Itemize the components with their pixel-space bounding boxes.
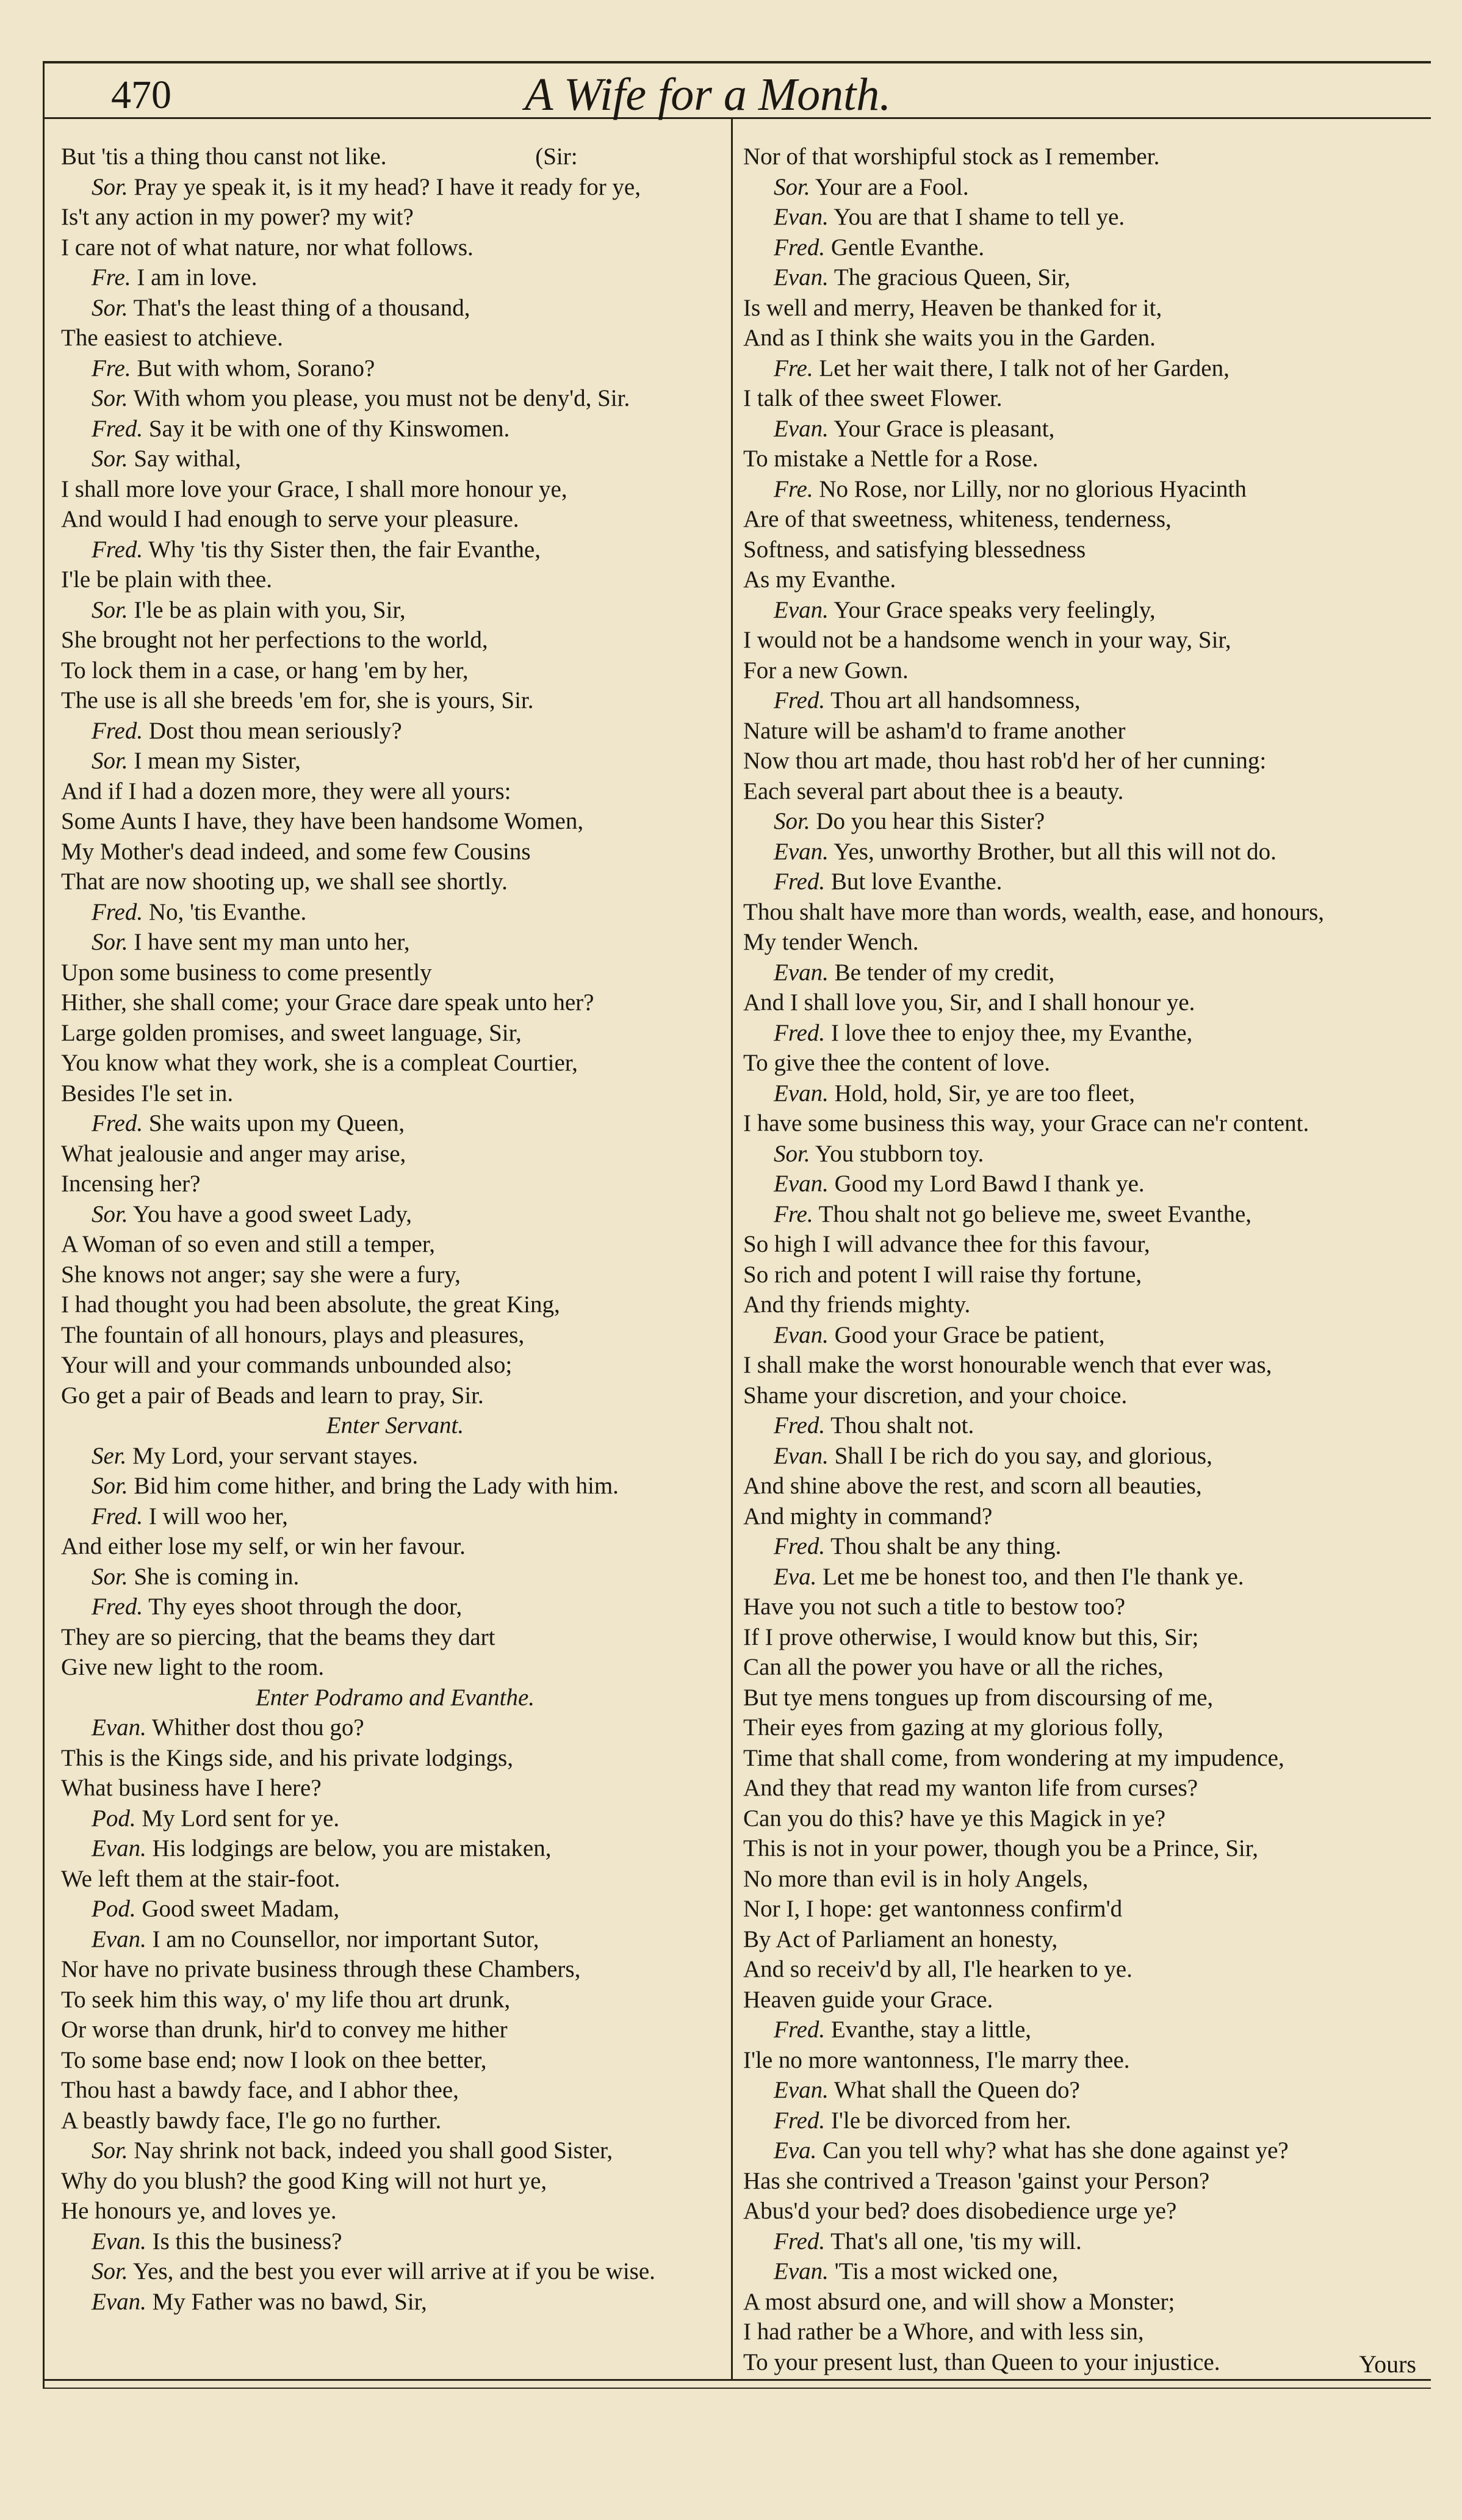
verse-line: Or worse than drunk, hir'd to convey me hither [61, 2016, 508, 2043]
speech-text: The gracious Queen, Sir, [828, 264, 1071, 291]
speech-line [743, 1139, 1430, 1169]
speaker-name: Evan. [774, 264, 829, 291]
speech-line [743, 1018, 1430, 1049]
verse-line: And I shall love you, Sir, and I shall honour ye. [743, 989, 1195, 1016]
verse-line: As my Evanthe. [743, 566, 896, 593]
verse-line: You know what they work, she is a compleat Courtier, [61, 1050, 578, 1076]
speech-line [743, 1199, 1430, 1230]
verse-line: Is well and merry, Heaven be thanked for it, [743, 294, 1162, 321]
speaker-name: Eva. [774, 1563, 817, 1590]
speech-line [743, 595, 1430, 626]
speaker-name: Sor. [92, 2258, 128, 2284]
speech-text: Do you hear this Sister? [810, 808, 1045, 834]
stage-direction: Enter Servant. [326, 1412, 464, 1439]
speech-line [61, 2226, 729, 2257]
verse-line: And thy friends mighty. [743, 1291, 971, 1318]
speech-line [61, 595, 729, 626]
verse-line: And mighty in command? [743, 1503, 993, 1529]
verse-line: A Woman of so even and still a temper, [61, 1231, 436, 1257]
speech-text: I love thee to enjoy thee, my Evanthe, [825, 1019, 1193, 1046]
bottom-border-rule [43, 2379, 1431, 2381]
speaker-name: Fred. [774, 1533, 826, 1559]
speech-line [61, 2136, 729, 2166]
speech-text: Nay shrink not back, indeed you shall good Sister, [128, 2137, 613, 2164]
top-border-rule [43, 61, 1431, 63]
speech-line [743, 2136, 1430, 2166]
verse-line: Each several part about thee is a beauty. [743, 778, 1124, 804]
verse-line: Softness, and satisfying blessedness [743, 536, 1086, 563]
speaker-name: Fred. [774, 1019, 826, 1046]
verse-line: He honours ye, and loves ye. [61, 2198, 337, 2224]
verse-line: If I prove otherwise, I would know but this, Sir; [743, 1623, 1199, 1650]
speech-text: She is coming in. [128, 1563, 300, 1590]
speech-text: Good your Grace be patient, [828, 1321, 1105, 1348]
speaker-name: Fred. [774, 2016, 826, 2043]
speaker-name: Sor. [92, 1473, 128, 1499]
speaker-name: Fre. [774, 475, 813, 502]
speech-line [743, 1078, 1430, 1109]
speech-line [61, 1199, 729, 1230]
speaker-name: Pod. [92, 1896, 136, 1922]
speech-line [61, 1894, 729, 1924]
speaker-name: Evan. [92, 2228, 146, 2255]
verse-line: So high I will advance thee for this favour, [743, 1231, 1150, 1257]
verse-line: Is't any action in my power? my wit? [61, 204, 414, 230]
speaker-name: Evan. [92, 1926, 146, 1952]
speech-text: Your Grace speaks very feelingly, [828, 596, 1156, 623]
verse-line: Give new light to the room. [61, 1654, 325, 1680]
speech-text: I mean my Sister, [128, 748, 301, 774]
verse-line: And shine above the rest, and scorn all beauties, [743, 1473, 1202, 1499]
speaker-name: Eva. [774, 2137, 817, 2164]
speech-text: Your are a Fool. [810, 173, 969, 200]
speech-text: Thy eyes shoot through the door, [143, 1594, 463, 1620]
verse-line: So rich and potent I will raise thy fortune, [743, 1261, 1142, 1288]
verse-line: Now thou art made, thou hast rob'd her of her cunning: [743, 748, 1267, 774]
speech-text: Shall I be rich do you say, and glorious, [828, 1442, 1212, 1469]
speaker-name: Evan. [774, 2258, 829, 2284]
verse-line: I had thought you had been absolute, the great King, [61, 1291, 560, 1318]
speaker-name: Evan. [774, 1442, 829, 1469]
speech-line [743, 2106, 1430, 2136]
verse-line: Incensing her? [61, 1171, 201, 1197]
verse-line: Large golden promises, and sweet language, Sir, [61, 1019, 522, 1046]
verse-line: I'le be plain with thee. [61, 566, 272, 593]
verse-line: But 'tis a thing thou canst not like. (Sir: [61, 143, 578, 170]
speaker-name: Pod. [92, 1805, 136, 1832]
speech-text: My Lord, your servant stayes. [126, 1442, 419, 1469]
verse-line: Upon some business to come presently [61, 959, 432, 986]
speaker-name: Fred. [774, 234, 826, 261]
speaker-name: Evan. [774, 204, 829, 230]
verse-line: I shall make the worst honourable wench that ever was, [743, 1352, 1272, 1378]
verse-line: And either lose my self, or win her favour. [61, 1533, 466, 1559]
speech-line [743, 474, 1430, 505]
verse-line: A beastly bawdy face, I'le go no further. [61, 2107, 442, 2134]
speaker-name: Sor. [92, 294, 128, 321]
speech-text: Why 'tis thy Sister then, the fair Evanthe, [143, 536, 541, 563]
speaker-name: Sor. [774, 173, 810, 200]
verse-line: Your will and your commands unbounded also; [61, 1352, 513, 1378]
speech-line [743, 1562, 1430, 1592]
verse-line: Their eyes from gazing at my glorious folly, [743, 1714, 1164, 1741]
speech-text: I will woo her, [143, 1503, 288, 1529]
speech-line [743, 958, 1430, 988]
speech-text: Yes, unworthy Brother, but all this will not do. [828, 838, 1277, 865]
speech-line [61, 1108, 729, 1139]
speaker-name: Fred. [92, 717, 143, 744]
speech-line [743, 2015, 1430, 2045]
verse-line: And they that read my wanton life from curses? [743, 1775, 1198, 1801]
speech-text: Gentle Evanthe. [825, 234, 985, 261]
speech-text: 'Tis a most wicked one, [828, 2258, 1058, 2284]
verse-line: I care not of what nature, nor what follows. [61, 234, 474, 261]
speech-text: Pray ye speak it, is it my head? I have it ready for ye, [128, 173, 641, 200]
speaker-name: Evan. [774, 596, 829, 623]
speech-line [61, 2256, 729, 2287]
verse-line: We left them at the stair-foot. [61, 1865, 340, 1892]
verse-line: Time that shall come, from wondering at my impudence, [743, 1744, 1284, 1771]
catchword: Yours [1359, 2350, 1416, 2378]
speaker-name: Fred. [774, 2107, 826, 2134]
speech-line [61, 746, 729, 776]
speech-line [61, 353, 729, 384]
verse-line: I talk of thee sweet Flower. [743, 385, 1003, 411]
verse-line: And would I had enough to serve your pleasure. [61, 506, 519, 532]
speaker-name: Fre. [774, 355, 813, 381]
speech-line [743, 2075, 1430, 2106]
speech-text: You have a good sweet Lady, [128, 1200, 412, 1227]
verse-line: I have some business this way, your Grace can ne'r content. [743, 1110, 1309, 1136]
speech-line [61, 535, 729, 565]
speech-line [61, 716, 729, 746]
speech-text: That's the least thing of a thousand, [128, 294, 470, 321]
speaker-name: Fred. [774, 687, 826, 713]
speech-text: What shall the Queen do? [828, 2077, 1080, 2103]
page-header [0, 68, 1462, 120]
speaker-name: Sor. [92, 748, 128, 774]
speech-line [743, 837, 1430, 867]
speech-line [61, 927, 729, 958]
verse-line: My Mother's dead indeed, and some few Cousins [61, 838, 531, 865]
speaker-name: Fred. [774, 868, 826, 895]
verse-line: To mistake a Nettle for a Rose. [743, 446, 1039, 472]
verse-line: Can all the power you have or all the riches, [743, 1654, 1164, 1680]
verse-line: To lock them in a case, or hang 'em by her, [61, 657, 469, 684]
speech-text: Is this the business? [146, 2228, 342, 2255]
speech-line [743, 2226, 1430, 2257]
speech-text: Good sweet Madam, [135, 1896, 340, 1922]
speech-text: Let me be honest too, and then I'le thank ye. [816, 1563, 1244, 1590]
speaker-name: Ser. [92, 1442, 127, 1469]
speech-line [61, 897, 729, 928]
speech-line [61, 293, 729, 323]
speech-text: Say withal, [128, 446, 241, 472]
speaker-name: Sor. [774, 1140, 810, 1167]
speaker-name: Sor. [92, 446, 128, 472]
speech-line [743, 1169, 1430, 1199]
verse-line: What business have I here? [61, 1775, 322, 1801]
verse-line: The fountain of all honours, plays and pleasures, [61, 1321, 525, 1348]
speech-line [743, 202, 1430, 233]
verse-line: For a new Gown. [743, 657, 909, 684]
speaker-name: Evan. [92, 2288, 146, 2315]
verse-line: Shame your discretion, and your choice. [743, 1382, 1128, 1409]
speech-text: I'le be divorced from her. [825, 2107, 1071, 2134]
verse-line: Nor I, I hope: get wantonness confirm'd [743, 1896, 1123, 1922]
verse-line: Why do you blush? the good King will not hurt ye, [61, 2167, 547, 2194]
verse-line: The easiest to atchieve. [61, 325, 283, 351]
verse-line: To give thee the content of love. [743, 1050, 1051, 1076]
speech-text: Whither dost thou go? [146, 1714, 364, 1741]
speech-text: Evanthe, stay a little, [825, 2016, 1032, 2043]
verse-line: Can you do this? have ye this Magick in ye? [743, 1805, 1166, 1832]
speaker-name: Evan. [774, 2077, 829, 2103]
speaker-name: Fred. [92, 1594, 143, 1620]
speaker-name: Fred. [774, 2228, 826, 2255]
speech-line [743, 1410, 1430, 1441]
speech-text: I am in love. [131, 264, 257, 291]
left-text-column [61, 142, 729, 2317]
speaker-name: Evan. [92, 1714, 146, 1741]
verse-line: They are so piercing, that the beams they dart [61, 1623, 495, 1650]
speech-line [61, 414, 729, 444]
speech-text: But with whom, Sorano? [131, 355, 375, 381]
verse-line: By Act of Parliament an honesty, [743, 1926, 1058, 1952]
verse-line: But tye mens tongues up from discoursing of me, [743, 1684, 1214, 1711]
speaker-name: Sor. [92, 385, 128, 411]
verse-line: Heaven guide your Grace. [743, 1986, 993, 2013]
speech-line [61, 1501, 729, 1532]
verse-line: Thou hast a bawdy face, and I abhor thee, [61, 2077, 459, 2103]
speech-text: I'le be as plain with you, Sir, [128, 596, 406, 623]
verse-line: Go get a pair of Beads and learn to pray, Sir. [61, 1382, 484, 1409]
speech-text: You stubborn toy. [810, 1140, 984, 1167]
verse-line: I had rather be a Whore, and with less sin, [743, 2319, 1144, 2345]
speech-line [743, 233, 1430, 263]
speaker-name: Fre. [92, 264, 131, 291]
speech-text: My Father was no bawd, Sir, [146, 2288, 427, 2315]
speech-line [61, 1471, 729, 1501]
speaker-name: Evan. [774, 838, 829, 865]
speech-line [743, 1441, 1430, 1471]
speaker-name: Evan. [774, 1321, 829, 1348]
speaker-name: Fred. [92, 415, 143, 442]
speech-text: But love Evanthe. [825, 868, 1003, 895]
verse-line: To your present lust, than Queen to your injustice. [743, 2349, 1220, 2375]
speech-line [743, 1531, 1430, 1562]
verse-line: Have you not such a title to bestow too? [743, 1594, 1126, 1620]
verse-line: Some Aunts I have, they have been handsome Women, [61, 808, 584, 834]
speaker-name: Fred. [92, 536, 143, 563]
speaker-name: Fred. [92, 1503, 143, 1529]
bottom-border-rule-inner [43, 2388, 1431, 2389]
speech-line [61, 1562, 729, 1592]
verse-line: To seek him this way, o' my life thou art drunk, [61, 1986, 511, 2013]
speaker-name: Evan. [774, 1080, 829, 1107]
speech-line [743, 262, 1430, 293]
speech-text: Say it be with one of thy Kinswomen. [143, 415, 510, 442]
verse-line: Abus'd your bed? does disobedience urge ye? [743, 2198, 1177, 2224]
speaker-name: Sor. [92, 929, 128, 955]
speech-text: Thou shalt be any thing. [825, 1533, 1062, 1559]
speech-line [743, 806, 1430, 837]
speech-text: Bid him come hither, and bring the Lady with him. [128, 1473, 619, 1499]
verse-line: This is not in your power, though you be a Prince, Sir, [743, 1835, 1258, 1861]
speaker-name: Sor. [92, 1563, 128, 1590]
speech-text: No Rose, nor Lilly, nor no glorious Hyacinth [813, 475, 1247, 502]
speech-text: I have sent my man unto her, [128, 929, 410, 955]
speech-line [743, 353, 1430, 384]
speech-line [61, 444, 729, 474]
verse-line: A most absurd one, and will show a Monster; [743, 2288, 1175, 2315]
speaker-name: Evan. [774, 415, 829, 442]
verse-line: And if I had a dozen more, they were all yours: [61, 778, 511, 804]
verse-line: Nature will be asham'd to frame another [743, 717, 1126, 744]
speaker-name: Evan. [92, 1835, 146, 1861]
speech-line [61, 172, 729, 203]
right-text-column [743, 142, 1430, 2377]
verse-line: This is the Kings side, and his private lodgings, [61, 1744, 513, 1771]
speaker-name: Fre. [774, 1200, 813, 1227]
speaker-name: Evan. [774, 959, 829, 986]
speech-line [61, 1924, 729, 1955]
left-border-rule [43, 61, 45, 2388]
speaker-name: Fred. [92, 1110, 143, 1136]
stage-direction: Enter Podramo and Evanthe. [255, 1684, 535, 1711]
speaker-name: Fre. [92, 355, 131, 381]
column-divider-rule [731, 117, 733, 2379]
verse-line: And so receiv'd by all, I'le hearken to ye. [743, 1956, 1133, 1982]
verse-line: That are now shooting up, we shall see shortly. [61, 868, 508, 895]
speech-line [743, 1320, 1430, 1351]
verse-line: To some base end; now I look on thee better, [61, 2046, 487, 2073]
verse-line: Are of that sweetness, whiteness, tenderness, [743, 506, 1172, 532]
speech-text: Let her wait there, I talk not of her Garden, [813, 355, 1230, 381]
speech-text: His lodgings are below, you are mistaken, [146, 1835, 552, 1861]
speech-text: Can you tell why? what has she done against ye? [816, 2137, 1289, 2164]
speech-line [61, 1713, 729, 1743]
speech-line [61, 262, 729, 293]
speaker-name: Sor. [774, 808, 810, 834]
speech-line [743, 2256, 1430, 2287]
speech-line [743, 685, 1430, 716]
speech-line [743, 414, 1430, 444]
speech-line [743, 172, 1430, 203]
speaker-name: Sor. [92, 596, 128, 623]
speaker-name: Fred. [774, 1412, 826, 1439]
speech-line [61, 1441, 729, 1471]
speech-text: She waits upon my Queen, [143, 1110, 405, 1136]
speech-line [61, 1833, 729, 1864]
verse-line: My tender Wench. [743, 929, 919, 955]
verse-line: Has she contrived a Treason 'gainst your Person? [743, 2167, 1210, 2194]
verse-line: What jealousie and anger may arise, [61, 1140, 406, 1167]
speech-text: Your Grace is pleasant, [828, 415, 1055, 442]
speech-text: Thou shalt not. [825, 1412, 974, 1439]
speech-line [61, 1803, 729, 1834]
speech-text: That's all one, 'tis my will. [825, 2228, 1082, 2255]
speech-text: You are that I shame to tell ye. [828, 204, 1125, 230]
verse-line: I would not be a handsome wench in your way, Sir, [743, 627, 1231, 653]
speech-text: Be tender of my credit, [828, 959, 1055, 986]
verse-line: Nor of that worshipful stock as I remember. [743, 143, 1160, 170]
speech-text: Yes, and the best you ever will arrive at if you be wise. [128, 2258, 655, 2284]
speech-text: Dost thou mean seriously? [143, 717, 402, 744]
speaker-name: Sor. [92, 1200, 128, 1227]
speaker-name: Fred. [92, 898, 143, 925]
speech-text: No, 'tis Evanthe. [143, 898, 307, 925]
verse-line: And as I think she waits you in the Garden. [743, 325, 1156, 351]
verse-line: I'le no more wantonness, I'le marry thee. [743, 2046, 1130, 2073]
speech-text: Thou shalt not go believe me, sweet Evanthe, [813, 1200, 1252, 1227]
verse-line: Thou shalt have more than words, wealth, ease, and honours, [743, 898, 1324, 925]
speaker-name: Sor. [92, 2137, 128, 2164]
verse-line: She knows not anger; say she were a fury, [61, 1261, 461, 1288]
verse-line: Hither, she shall come; your Grace dare speak unto her? [61, 989, 594, 1016]
speech-line [61, 2287, 729, 2317]
verse-line: The use is all she breeds 'em for, she is yours, Sir. [61, 687, 534, 713]
speech-text: My Lord sent for ye. [135, 1805, 340, 1832]
speech-text: Good my Lord Bawd I thank ye. [828, 1171, 1145, 1197]
speech-line [743, 867, 1430, 897]
speaker-name: Sor. [92, 173, 128, 200]
speaker-name: Evan. [774, 1171, 829, 1197]
verse-line: She brought not her perfections to the world, [61, 627, 488, 653]
verse-line: Besides I'le set in. [61, 1080, 234, 1107]
speech-text: Thou art all handsomness, [825, 687, 1081, 713]
speech-text: Hold, hold, Sir, ye are too fleet, [828, 1080, 1135, 1107]
speech-line [61, 1592, 729, 1622]
speech-text: I am no Counsellor, nor important Sutor, [146, 1926, 539, 1952]
running-title: A Wife for a Month. [525, 69, 891, 120]
page-number: 470 [111, 73, 171, 117]
speech-text: With whom you please, you must not be deny'd, Sir. [128, 385, 630, 411]
verse-line: Nor have no private business through these Chambers, [61, 1956, 581, 1982]
verse-line: No more than evil is in holy Angels, [743, 1865, 1089, 1892]
verse-line: I shall more love your Grace, I shall more honour ye, [61, 475, 567, 502]
speech-line [61, 383, 729, 414]
